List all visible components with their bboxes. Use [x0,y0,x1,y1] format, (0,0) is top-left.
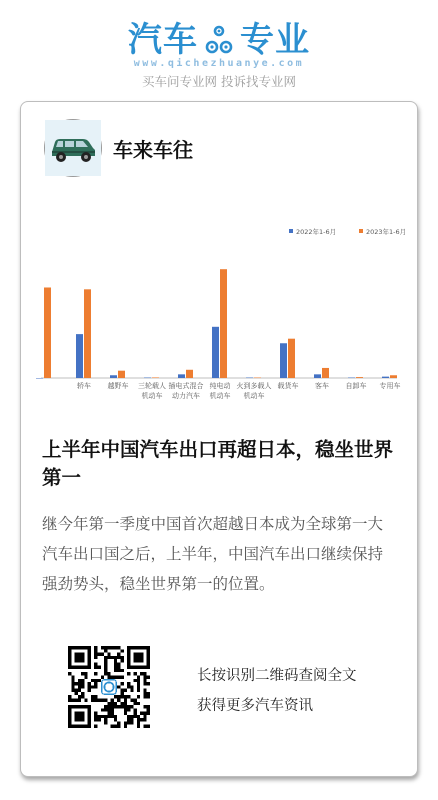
qr-code[interactable] [68,646,150,728]
tick-label-8-0: 客车 [315,382,329,390]
tick-label-3-0: 三轮载人 [138,382,166,390]
bar-b-1 [84,289,91,378]
logo-text-left: 汽车 [128,20,198,60]
avatar[interactable] [44,119,102,177]
chart-tick-labels [77,381,401,400]
tick-label-6-1: 机动车 [243,392,265,400]
cta-more-text: 获得更多汽车资讯 [197,698,313,714]
tick-label-9-0: 自卸车 [345,382,367,390]
legend-swatch-0 [289,229,293,233]
site-domain[interactable]: www.qichezhuanye.com [133,58,305,69]
bar-a-9 [348,378,355,379]
bar-a-3 [144,378,151,379]
qr-code-image [68,646,150,728]
tick-label-4-0: 插电式混合 [168,382,204,390]
bar-a-0 [36,378,43,379]
tick-label-6-0: 火到多载人 [236,382,272,390]
bar-a-5 [212,327,219,378]
bar-b-4 [186,370,193,378]
bar-b-6 [254,378,261,379]
gear-icon [204,23,234,57]
tick-label-2-0: 越野车 [107,382,129,390]
tick-label-7-0: 载货车 [277,382,299,390]
bar-a-1 [76,334,83,378]
site-tagline: 买车问专业网 投诉找专业网 [142,74,296,89]
legend-swatch-1 [359,229,363,233]
bar-chart [41,202,407,410]
article-summary: 继今年第一季度中国首次超越日本成为全球第一大汽车出口国之后，上半年，中国汽车出口继续保持强劲势头，稳坐世界第一的位置。 [42,515,384,593]
chart-legend [289,227,406,236]
author-name[interactable]: 车来车往 [113,138,193,162]
tick-label-4-1: 动力汽车 [172,392,200,400]
car-icon [45,120,101,176]
bar-b-0 [44,287,51,378]
bar-b-10 [390,375,397,378]
chart-bars [36,269,397,378]
bar-b-2 [118,371,125,378]
bar-a-8 [314,374,321,378]
logo-text-right: 专业 [240,20,310,60]
bar-b-9 [356,377,363,378]
bar-a-10 [382,377,389,378]
article-headline[interactable]: 上半年中国汽车出口再超日本，稳坐世界第一 [42,438,394,489]
bar-b-8 [322,368,329,378]
bar-a-2 [110,375,117,378]
bar-a-6 [246,378,253,379]
cta-scan-text: 长按识别二维码查阅全文 [197,668,357,684]
bar-a-4 [178,374,185,378]
tick-label-5-1: 机动车 [209,392,231,400]
legend-label-1: 2023年1-6月 [366,228,407,236]
article-cover-chart [41,202,407,410]
tick-label-10-0: 专用车 [379,382,401,390]
site-logo [0,18,438,62]
tick-label-3-1: 机动车 [141,392,163,400]
article-card[interactable] [20,101,418,777]
bar-b-5 [220,269,227,378]
bar-a-7 [280,343,287,378]
tick-label-5-0: 纯电动 [209,382,231,390]
bar-b-7 [288,339,295,378]
bar-b-3 [152,377,159,378]
tick-label-1-0: 轿车 [77,382,91,390]
legend-label-0: 2022年1-6月 [296,228,337,236]
